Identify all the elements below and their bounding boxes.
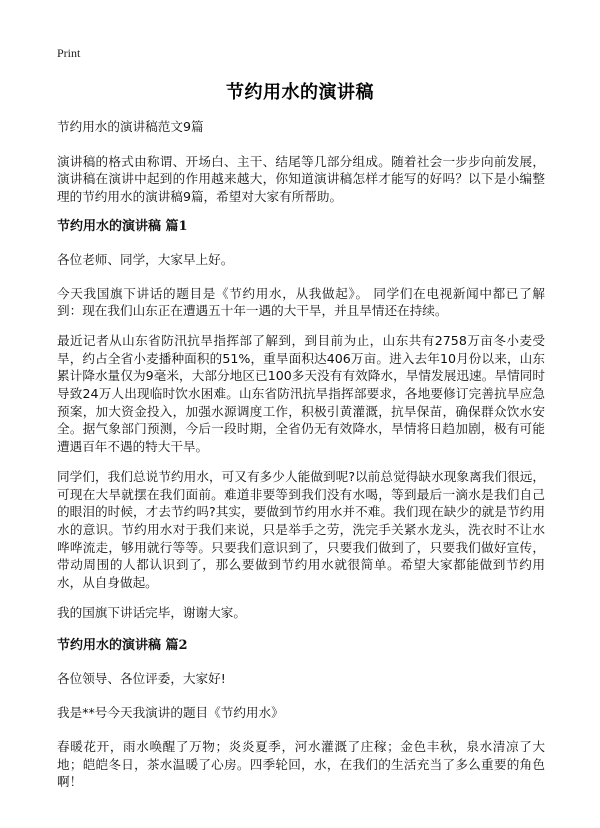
paragraph: 我的国旗下讲话完毕，谢谢大家。 xyxy=(57,604,246,620)
paragraph: 同学们，我们总说节约用水，可又有多少人能做到呢?以前总觉得缺水现象离我们很远，可现在大旱就摆在我们面前。难道非要等到我们没有水喝，等到最后一滴水是我们自己的眼泪的时候，才去节约吗?其实，要做到节约用水并不难。我们现在缺少的就是节约用水的意识。节约用水对于我们来说，只是举手之劳，洗完手关紧水龙头，洗衣时不让水哗哗流走，够用就行等等。只要我们意识到了，只要我们做到了，只要我们做好宣传，带动周围的人都认识到了，那么要做到节约用水就很简单。希望大家都能做到节约用水，从自身做起。 xyxy=(57,468,545,591)
paragraph: 各位领导、各位评委，大家好! xyxy=(57,671,226,687)
paragraph: 今天我国旗下讲话的题目是《节约用水，从我做起》。 同学们在电视新闻中都已了解到：现在我们山东正在遭遇五十年一遇的大干旱，并且旱情还在持续。 xyxy=(57,285,545,319)
paragraph: 春暖花开，雨水唤醒了万物；炎炎夏季，河水灌溉了庄稼；金色丰秋，泉水清凉了大地；皑皑冬日，茶水温暖了心房。四季轮回，水，在我们的生活充当了多么重要的角色啊！ xyxy=(57,738,545,790)
intro-paragraph: 演讲稿的格式由称谓、开场白、主干、结尾等几部分组成。随着社会一步步向前发展，演讲稿在演讲中起到的作用越来越大，你知道演讲稿怎样才能写的好吗？以下是小编整理的节约用水的演讲稿9篇，希望对大家有所帮助。 xyxy=(57,153,545,205)
article-body xyxy=(57,118,545,803)
section-heading-1 xyxy=(57,218,545,235)
article-subtitle: 节约用水的演讲稿范文9篇 xyxy=(57,119,204,134)
paragraph: 我是**号今天我演讲的题目《节约用水》 xyxy=(57,705,284,721)
section-heading-2 xyxy=(57,637,545,654)
section-heading-number: 篇2 xyxy=(165,638,188,654)
section-heading-text: 节约用水的演讲稿 xyxy=(57,638,162,654)
page-title: 节约用水的演讲稿 xyxy=(226,82,374,103)
print-label[interactable]: Print xyxy=(57,46,81,60)
paragraph: 各位老师、同学，大家早上好。 xyxy=(57,251,234,267)
section-heading-number: 篇1 xyxy=(165,218,188,234)
paragraph: 最近记者从山东省防汛抗旱指挥部了解到，到目前为止，山东共有2758万亩冬小麦受旱，约占全省小麦播种面积的51%，重旱面积达406万亩。进入去年10月份以来，山东累计降水量仅为9毫米，大部分地区已100多天没有有效降水，旱情发展迅速。旱情同时导致24万人出现临时饮水困难。山东省防汛抗旱指挥部要求，各地要修订完善抗旱应急预案，加大资金投入，加强水源调度工作，积极引黄灌溉，抗旱保苗，确保群众饮水安全。据气象部门预测，今后一段时期，全省仍无有效降水，旱情将日趋加剧，极有可能遭遇百年不遇的特大干旱。 xyxy=(57,332,545,455)
section-heading-text: 节约用水的演讲稿 xyxy=(57,218,162,234)
